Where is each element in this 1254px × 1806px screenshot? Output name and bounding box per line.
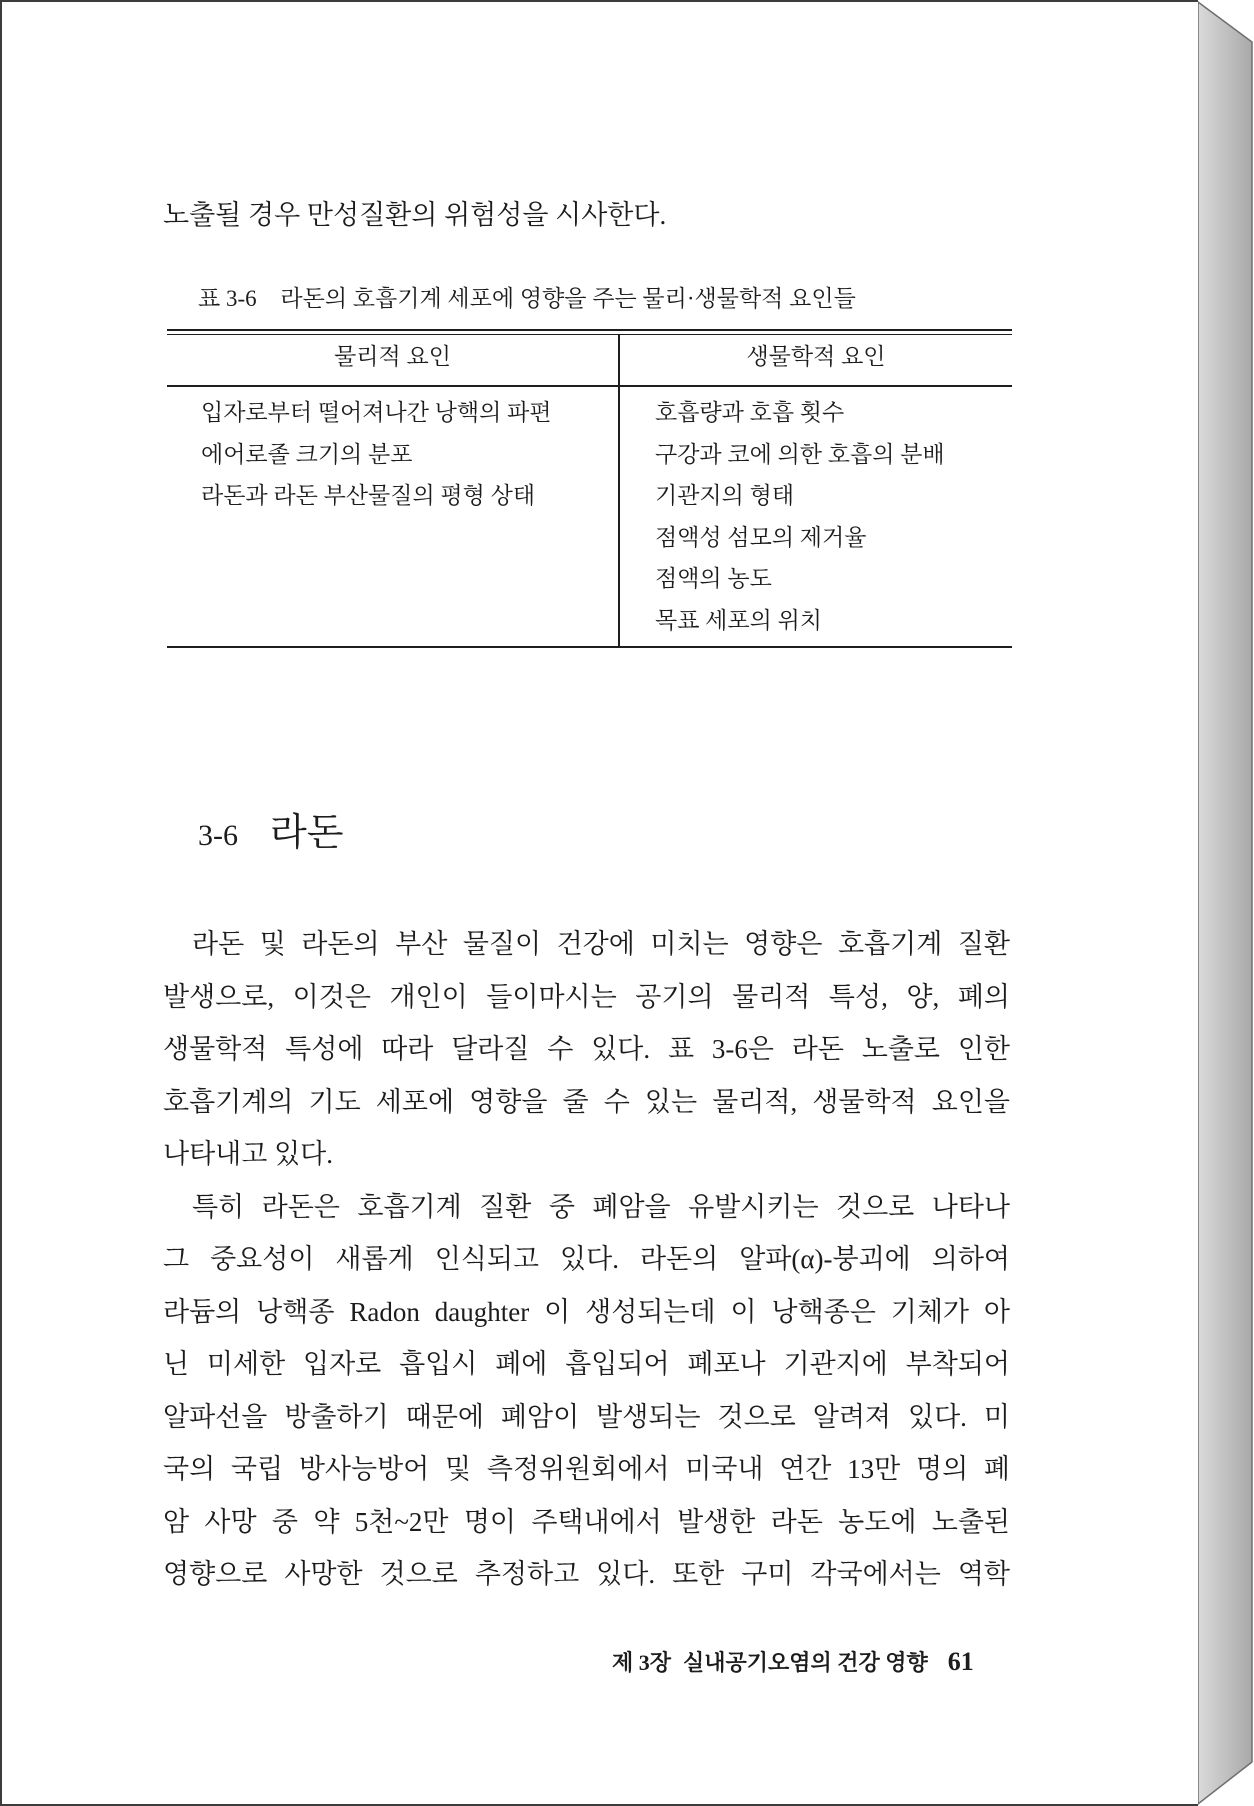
physical-factors-list [201, 392, 552, 517]
biological-factor-item: 구강과 코에 의한 호흡의 분배 [655, 441, 945, 467]
paragraph-line: 그 중요성이 새롭게 인식되고 있다. 라돈의 알파(α)-붕괴에 의하여 [163, 1244, 1010, 1274]
physical-factor-item: 입자로부터 떨어져나간 낭핵의 파편 [201, 400, 552, 425]
paragraph-line: 영향으로 사망한 것으로 추정하고 있다. 또한 구미 각국에서는 역학 [163, 1559, 1010, 1589]
paragraph-line: 알파선을 방출하기 때문에 폐암이 발생되는 것으로 알려져 있다. 미 [163, 1401, 1010, 1432]
table-caption [198, 283, 856, 315]
paragraph-line: 라듐의 낭핵종 Radon daughter 이 생성되는데 이 낭핵종은 기체가 아 [163, 1296, 1010, 1327]
paragraph-line: 암 사망 중 약 5천~2만 명이 주택내에서 발생한 라돈 농도에 노출된 [163, 1506, 1010, 1537]
table-caption-label: 표 3-6 [198, 286, 257, 311]
footer-chapter-title: 실내공기오염의 건강 영향 [683, 1650, 928, 1675]
biological-factor-item: 호흡량과 호흡 횟수 [655, 400, 845, 425]
table-header-biological: 생물학적 요인 [746, 344, 886, 369]
body-text [163, 918, 1010, 1601]
physical-factor-item: 에어로졸 크기의 분포 [201, 441, 413, 467]
page-number: 61 [947, 1647, 974, 1676]
table-caption-title: 라돈의 호흡기계 세포에 영향을 주는 물리·생물학적 요인들 [280, 286, 856, 311]
paragraph-line: 닌 미세한 입자로 흡입시 폐에 흡입되어 폐포나 기관지에 부착되어 [163, 1349, 1010, 1379]
section-number: 3-6 [198, 819, 238, 852]
paragraph-line: 생물학적 특성에 따라 달라질 수 있다. 표 3-6은 라돈 노출로 인한 [163, 1034, 1010, 1064]
biological-factor-item: 기관지의 형태 [655, 483, 795, 508]
paragraph-line: 국의 국립 방사능방어 및 측정위원회에서 미국내 연간 13만 명의 폐 [163, 1454, 1010, 1484]
intro-line: 노출될 경우 만성질환의 위험성을 시사한다. [163, 200, 667, 230]
footer-chapter: 제 3장 [612, 1650, 672, 1675]
factors-table [167, 329, 1012, 649]
table-bottom-rule [167, 646, 1012, 648]
table-header-rule [167, 385, 1012, 387]
physical-factor-item: 라돈과 라돈 부산물질의 평형 상태 [201, 483, 536, 508]
biological-factors-list [655, 392, 945, 641]
table-header-physical: 물리적 요인 [334, 344, 451, 369]
biological-factor-item: 목표 세포의 위치 [655, 607, 823, 633]
paragraph [163, 1181, 1010, 1601]
table-column-divider [618, 334, 620, 647]
section-title: 라돈 [270, 812, 344, 854]
paragraph-line: 라돈 및 라돈의 부산 물질이 건강에 미치는 영향은 호흡기계 질환 [192, 929, 1010, 959]
book-edge-shape [1198, 2, 1252, 1804]
paragraph-line: 특히 라돈은 호흡기계 질환 중 폐암을 유발시키는 것으로 나타나 [192, 1191, 1010, 1222]
biological-factor-item: 점액의 농도 [655, 566, 772, 591]
biological-factor-item: 점액성 섬모의 제거율 [655, 524, 867, 550]
section-heading [198, 808, 343, 858]
paragraph [163, 918, 1010, 1181]
paragraph-line: 발생으로, 이것은 개인이 들이마시는 공기의 물리적 특성, 양, 폐의 [163, 981, 1010, 1012]
paragraph-line: 나타내고 있다. [163, 1139, 333, 1169]
page-footer [612, 1646, 974, 1678]
paragraph-line: 호흡기계의 기도 세포에 영향을 줄 수 있는 물리적, 생물학적 요인을 [163, 1086, 1010, 1117]
table-top-rule [167, 329, 1012, 331]
